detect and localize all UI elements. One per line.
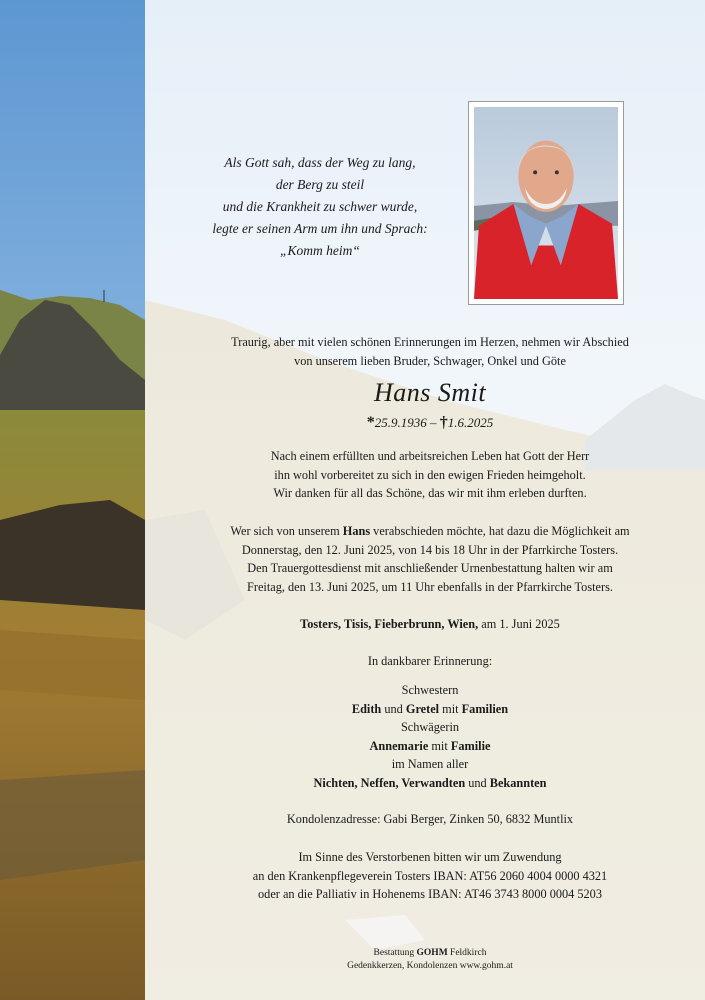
paragraph-line: Den Trauergottesdienst mit anschließender Urnenbestattung halten wir am bbox=[247, 561, 613, 575]
mourners-heading-block bbox=[200, 652, 660, 671]
paragraph-line bbox=[200, 522, 660, 541]
life-paragraph bbox=[200, 447, 660, 503]
portrait-photo bbox=[468, 101, 624, 305]
siblings-names bbox=[200, 700, 660, 719]
donation-line: oder an die Palliativ in Hohenems IBAN: AT46 3743 8000 0004 5203 bbox=[258, 887, 602, 901]
quote-line: der Berg zu steil bbox=[275, 177, 365, 192]
donation-line: Im Sinne des Verstorbenen bitten wir um Zuwendung bbox=[298, 850, 562, 864]
text-span: mit bbox=[428, 738, 451, 753]
others-label: im Namen aller bbox=[391, 757, 469, 771]
intro-line: von unserem lieben Bruder, Schwager, Onkel und Göte bbox=[294, 354, 566, 368]
name-span: Familien bbox=[461, 701, 509, 716]
place-date-line bbox=[200, 615, 660, 634]
text-span: verabschieden möchte, hat dazu die Möglichkeit am bbox=[370, 524, 630, 538]
paragraph-line: ihn wohl vorbereitet zu sich in den ewigen Frieden heimgeholt. bbox=[274, 467, 586, 482]
text-span: und bbox=[465, 775, 490, 790]
paragraph-line: Wir danken für all das Schöne, das wir mit ihm erleben durften. bbox=[273, 486, 587, 500]
death-date: 1.6.2025 bbox=[447, 415, 494, 430]
text-span: und bbox=[381, 701, 406, 716]
places: Tosters, Tisis, Fieberbrunn, Wien, bbox=[300, 617, 479, 631]
text-span: Feldkirch bbox=[447, 948, 487, 958]
mountain-photo-strip bbox=[0, 0, 145, 1000]
intro-line: Traurig, aber mit vielen schönen Erinnerungen im Herzen, nehmen wir Abschied bbox=[231, 335, 629, 349]
funeral-home-line bbox=[300, 947, 560, 960]
text-span: mit bbox=[439, 701, 462, 716]
condolence-line: Kondolenzadresse: Gabi Berger, Zinken 50, 6832 Muntlix bbox=[286, 812, 574, 826]
siblings-label: Schwestern bbox=[401, 683, 459, 697]
quote-line: Als Gott sah, dass der Weg zu lang, bbox=[224, 155, 416, 170]
text-span: Bestattung bbox=[373, 948, 417, 958]
service-paragraph bbox=[200, 522, 660, 596]
mourners-list bbox=[200, 681, 660, 792]
deceased-name: Hans Smit bbox=[373, 378, 487, 407]
name-span: Gretel bbox=[405, 701, 440, 716]
memorial-quote bbox=[180, 152, 460, 262]
donation-request bbox=[200, 848, 660, 904]
life-dates bbox=[200, 414, 660, 432]
intro-text bbox=[200, 333, 660, 371]
mourners-heading: In dankbarer Erinnerung: bbox=[367, 654, 493, 668]
inlaw-names bbox=[200, 737, 660, 756]
name-span: Annemarie bbox=[369, 738, 429, 753]
quote-line: legte er seinen Arm um ihn und Sprach: bbox=[212, 221, 428, 236]
name-span: Edith bbox=[351, 701, 382, 716]
condolence-address bbox=[200, 810, 660, 829]
name-span: Nichten, Neffen, Verwandten bbox=[313, 775, 466, 790]
funeral-home-footer bbox=[300, 947, 560, 973]
donation-line: an den Krankenpflegeverein Tosters IBAN: AT56 2060 4004 0000 4321 bbox=[252, 868, 608, 883]
footer-website-line: Gedenkkerzen, Kondolenzen www.gohm.at bbox=[347, 961, 513, 971]
notice-date: am 1. Juni 2025 bbox=[478, 617, 560, 631]
place-and-date bbox=[200, 615, 660, 634]
brand-name: GOHM bbox=[416, 948, 448, 958]
birth-star-icon: * bbox=[366, 414, 375, 431]
birth-date: 25.9.1936 – bbox=[374, 415, 437, 430]
paragraph-line: Donnerstag, den 12. Juni 2025, von 14 bis 18 Uhr in der Pfarrkirche Tosters. bbox=[241, 542, 619, 557]
paragraph-line: Nach einem erfüllten und arbeitsreichen Leben hat Gott der Herr bbox=[270, 449, 590, 463]
paragraph-line: Freitag, den 13. Juni 2025, um 11 Uhr ebenfalls in der Pfarrkirche Tosters. bbox=[247, 579, 613, 594]
quote-line: und die Krankheit zu schwer wurde, bbox=[222, 199, 418, 214]
cross-icon: † bbox=[439, 414, 448, 431]
others-names bbox=[200, 774, 660, 793]
inlaws-label: Schwägerin bbox=[400, 720, 460, 734]
name-span: Bekannten bbox=[489, 775, 547, 790]
text-span: Wer sich von unserem bbox=[230, 524, 343, 538]
name-span: Familie bbox=[450, 738, 491, 753]
name-highlight: Hans bbox=[342, 524, 371, 538]
quote-line: „Komm heim“ bbox=[280, 243, 360, 258]
